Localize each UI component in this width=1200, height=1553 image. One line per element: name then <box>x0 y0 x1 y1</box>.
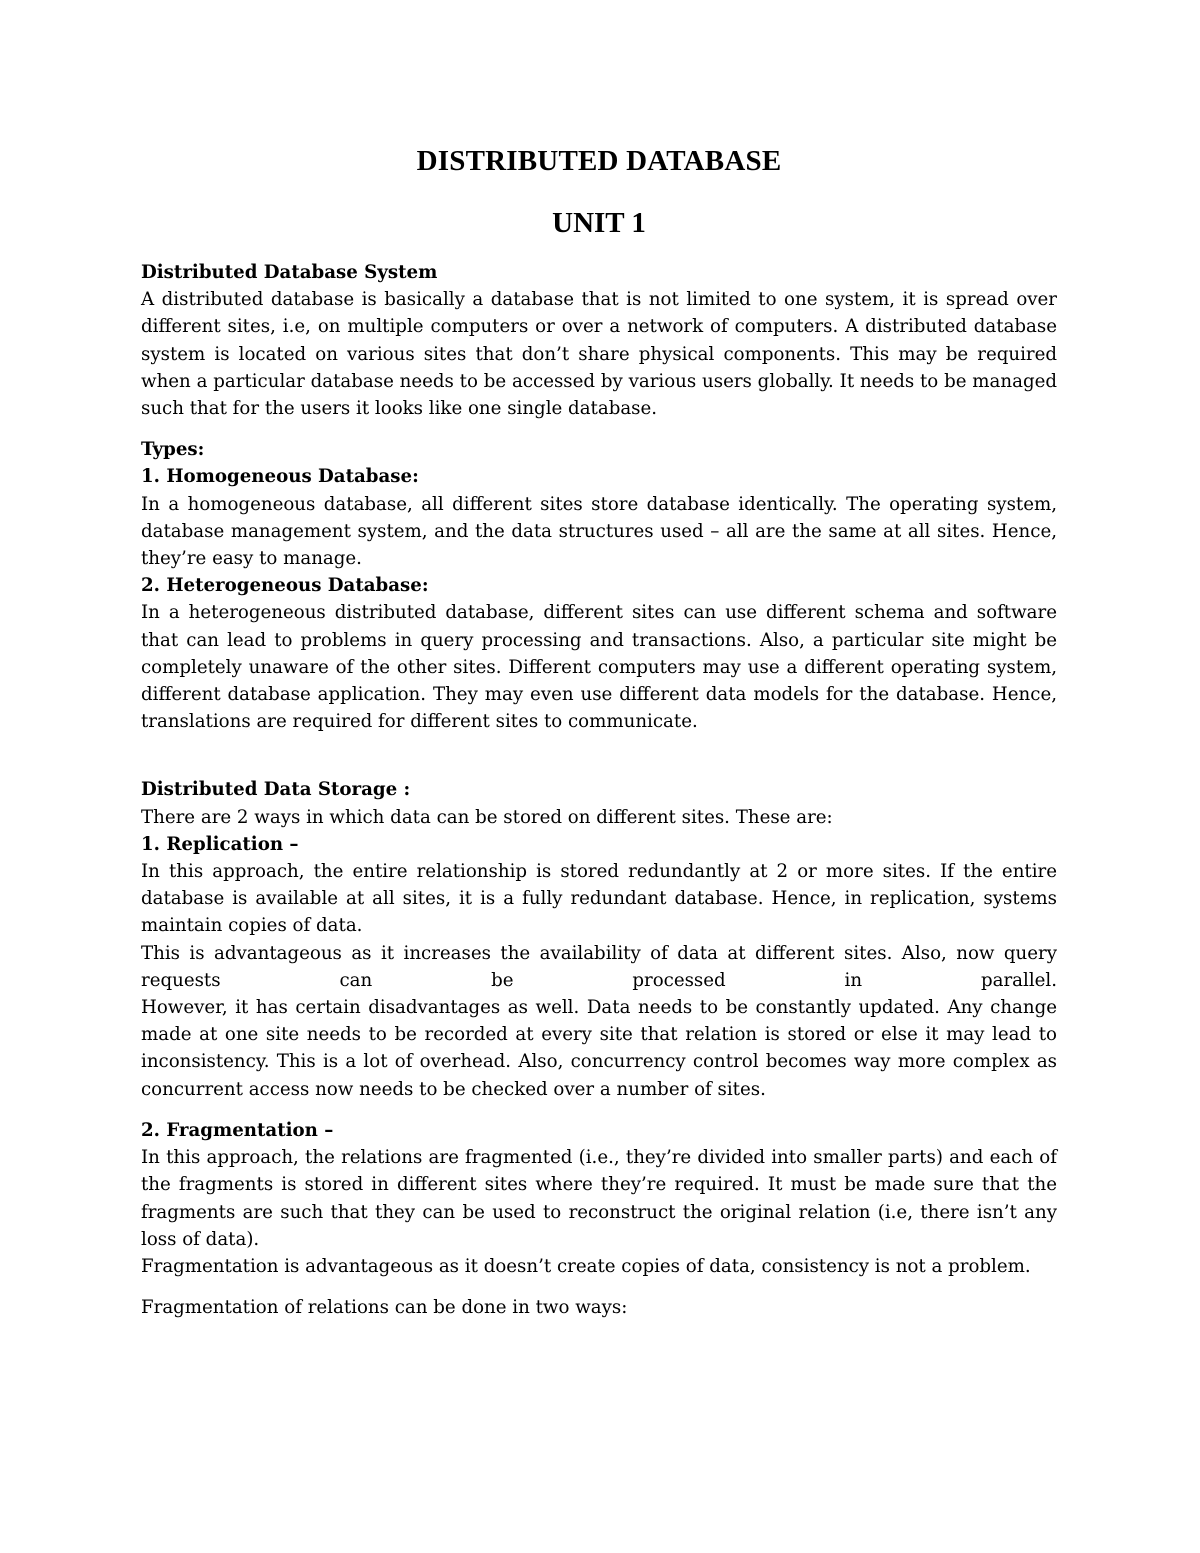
section-body-distributed-database-system: A distributed database is basically a database that is not limited to one system, it is spread over different sites, i.e, on multiple computers or over a network of computers. A distributed database system is located on various sites that don’t share physical components. This may be required when a particular database needs to be accessed by various users globally. It needs to be managed such that for the users it looks like one single database. <box>141 289 1057 420</box>
subheading-homogeneous-database: 1. Homogeneous Database: <box>141 466 419 488</box>
section-heading-distributed-data-storage: Distributed Data Storage : <box>141 779 411 801</box>
spacer <box>141 735 1057 776</box>
body-fragmentation-ways: Fragmentation of relations can be done in two ways: <box>141 1297 628 1319</box>
body-replication-disadvantages: However, it has certain disadvantages as well. Data needs to be constantly updated. Any change made at one site needs to be recorded at every site that relation is stored or else it may lead to inconsistency. This is a lot of overhead. Also, concurrency control becomes way more complex as concurrent access now needs to be checked over a number of sites. <box>141 997 1057 1100</box>
spacer <box>141 1280 1057 1294</box>
body-homogeneous-database: In a homogeneous database, all different sites store database identically. The operating system, database management system, and the data structures used – all are the same at all sites. Hence, they’re easy to manage. <box>141 493 1057 570</box>
body-storage-intro: There are 2 ways in which data can be stored on different sites. These are: <box>141 806 833 828</box>
body-replication-approach: In this approach, the entire relationship is stored redundantly at 2 or more sites. If the entire database is available at all sites, it is a fully redundant database. Hence, in replication, systems maintain copies of data. <box>141 861 1057 937</box>
document-page <box>141 140 1057 1321</box>
subheading-replication: 1. Replication – <box>141 833 299 855</box>
section-heading-types: Types: <box>141 439 205 461</box>
body-heterogeneous-database: In a heterogeneous distributed database, different sites can use different schema and software that can lead to problems in query processing and transactions. Also, a particular site might be completely unaware of the other sites. Different computers may use a different operating system, different database application. They may even use different data models for the database. Hence, translations are required for different sites to communicate. <box>141 602 1057 733</box>
subheading-heterogeneous-database: 2. Heterogeneous Database: <box>141 575 429 597</box>
document-title: DISTRIBUTED DATABASE <box>416 145 782 177</box>
body-replication-advantages: This is advantageous as it increases the availability of data at different sites. Also, now query requests can be processed in parallel. <box>141 942 1057 991</box>
subheading-fragmentation: 2. Fragmentation – <box>141 1119 334 1141</box>
body-fragmentation-approach: In this approach, the relations are fragmented (i.e., they’re divided into smaller parts) and each of the fragments is stored in different sites where they’re required. It must be made sure that the fragments are such that they can be used to reconstruct the original relation (i.e, there isn’t any loss of data). <box>141 1147 1057 1250</box>
spacer <box>141 1103 1057 1117</box>
section-heading-distributed-database-system: Distributed Database System <box>141 262 438 283</box>
document-subtitle: UNIT 1 <box>552 207 646 239</box>
spacer <box>141 422 1057 436</box>
body-fragmentation-advantages: Fragmentation is advantageous as it doesn’t create copies of data, consistency is not a problem. <box>141 1255 1031 1277</box>
